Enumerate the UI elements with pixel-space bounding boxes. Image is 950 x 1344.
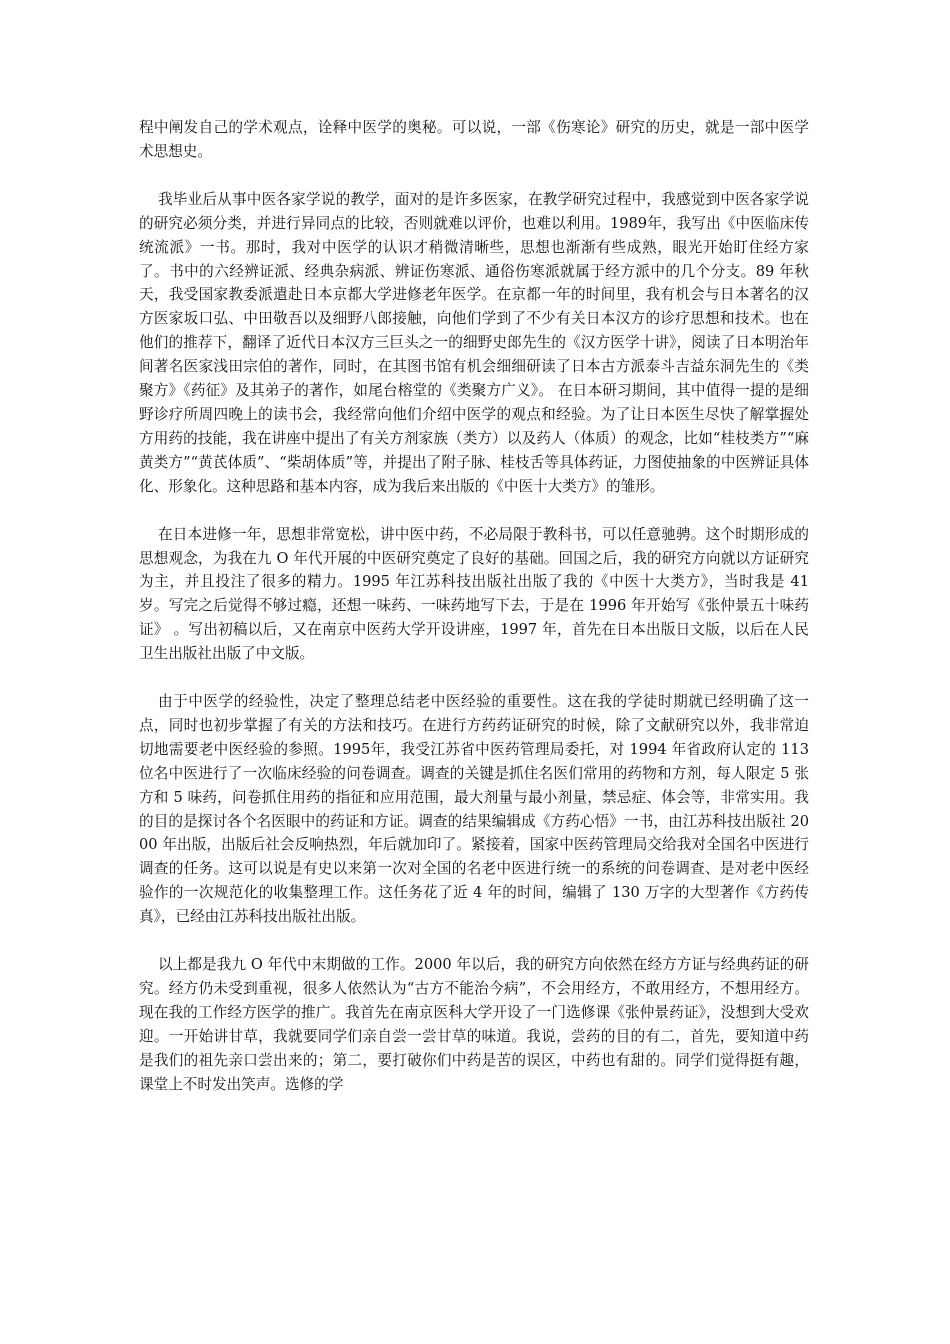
document-body <box>139 116 809 1121</box>
paragraph-3: 在日本进修一年，思想非常宽松，讲中医中药，不必局限于教科书，可以任意驰骋。这个时期形成的思想观念，为我在九 O 年代开展的中医研究奠定了良好的基础。回国之后，我的研究方向就以方证研究为主，并且投注了很多的精力。1995 年江苏科技出版社出版了我的《中医十大类方》，当时我是 41 岁。写完之后觉得不够过瘾，还想一味药、一味药地写下去，于是在 1996 年开始写《张仲景五十味药证》 。写出初稿以后，又在南京中医药大学开设讲座，1997 年，首先在日本出版日文版，以后在人民卫生出版社出版了中文版。 <box>139 525 809 663</box>
paragraph-1: 程中阐发自己的学术观点，诠释中医学的奥秘。可以说，一部《伤寒论》研究的历史，就是一部中医学术思想史。 <box>139 119 809 160</box>
paragraph-4: 由于中医学的经验性，决定了整理总结老中医经验的重要性。这在我的学徒时期就已经明确了这一点，同时也初步掌握了有关的方法和技巧。在进行方药药证研究的时候，除了文献研究以外，我非常迫切地需要老中医经验的参照。1995年，我受江苏省中医药管理局委托，对 1994 年省政府认定的 113 位名中医进行了一次临床经验的问卷调查。调查的关键是抓住名医们常用的药物和方剂，每人限定 5 张方和 5 味药，问卷抓住用药的指征和应用范围，最大剂量与最小剂量，禁忌症、体会等，非常实用。我的目的是探讨各个名医眼中的药证和方证。调查的结果编辑成《方药心悟》一书，由江苏科技出版社 2000 年出版，出版后社会反响热烈，年后就加印了。紧接着，国家中医药管理局交给我对全国名中医进行调查的任务。这可以说是有史以来第一次对全国的名老中医进行统一的系统的问卷调查、是对老中医经验作的一次规范化的收集整理工作。这任务花了近 4 年的时间，编辑了 130 万字的大型著作《方药传真》，已经由江苏科技出版社出版。 <box>139 693 809 926</box>
paragraph-2: 我毕业后从事中医各家学说的教学，面对的是许多医家，在教学研究过程中，我感觉到中医各家学说的研究必须分类，并进行异同点的比较，否则就难以评价，也难以利用。1989年，我写出《中医临床传统流派》一书。那时，我对中医学的认识才稍微清晰些，思想也渐渐有些成熟，眼光开始盯住经方家了。书中的六经辨证派、经典杂病派、辨证伤寒派、通俗伤寒派就属于经方派中的几个分支。89 年秋天，我受国家教委派遣赴日本京都大学进修老年医学。在京都一年的时间里，我有机会与日本著名的汉方医家坂口弘、中田敬吾以及细野八郎接触，向他们学到了不少有关日本汉方的诊疗思想和技术。也在他们的推荐下，翻译了近代日本汉方三巨头之一的细野史郎先生的《汉方医学十讲》，阅读了日本明治年间著名医家浅田宗伯的著作，同时，在其图书馆有机会细细研读了日本古方派泰斗吉益东洞先生的《类聚方》《药征》及其弟子的著作，如尾台榕堂的《类聚方广义》。 在日本研习期间，其中值得一提的是细野诊疗所周四晚上的读书会，我经常向他们介绍中医学的观点和经验。为了让日本医生尽快了解掌握处方用药的技能，我在讲座中提出了有关方剂家族（类方）以及药人（体质）的观念，比如“桂枝类方”“麻黄类方”“黄芪体质”、“柴胡体质”等，并提出了附子脉、桂枝舌等具体药证，力图使抽象的中医辨证具体化、形象化。这种思路和基本内容，成为我后来出版的《中医十大类方》的雏形。 <box>139 190 809 495</box>
paragraph-5: 以上都是我九 O 年代中末期做的工作。2000 年以后，我的研究方向依然在经方方证与经典药证的研究。经方仍未受到重视，很多人依然认为“古方不能治今病”，不会用经方，不敢用经方，不想用经方。现在我的工作经方医学的推广。我首先在南京医科大学开设了一门选修课《张仲景药证》，没想到大受欢迎。一开始讲甘草，我就要同学们亲自尝一尝甘草的味道。我说，尝药的目的有二，首先，要知道中药是我们的祖先亲口尝出来的；第二，要打破你们中药是苦的误区，中药也有甜的。同学们觉得挺有趣，课堂上不时发出笑声。选修的学 <box>139 956 809 1093</box>
